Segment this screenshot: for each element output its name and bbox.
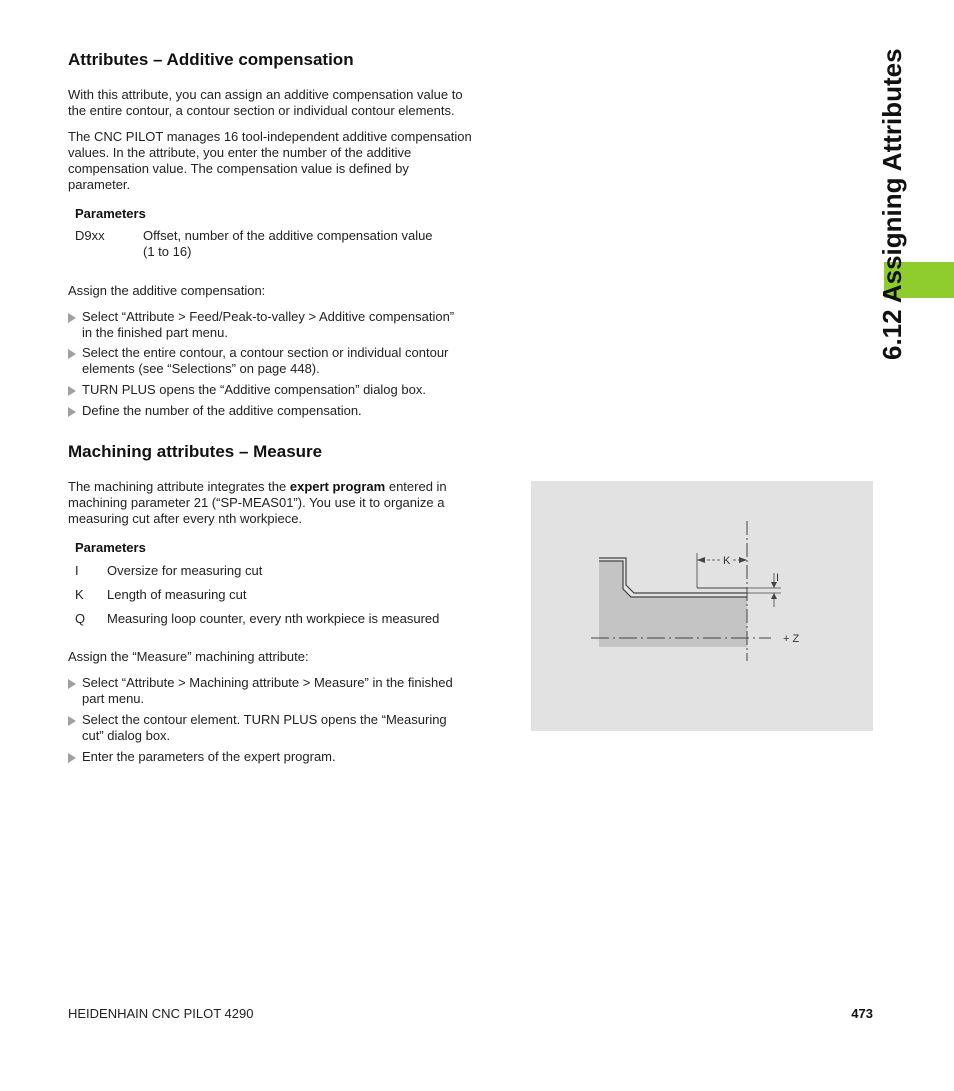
text-line: the entire contour, a contour section or individual contour elements. (68, 103, 455, 118)
parameter-row (75, 611, 515, 629)
text-line: in the finished part menu. (82, 325, 228, 340)
assign-intro: Assign the “Measure” machining attribute: (68, 649, 309, 664)
list-item-text: Define the number of the additive compensation. (82, 403, 362, 418)
parameter-description: Measuring loop counter, every nth workpiece is measured (107, 611, 440, 626)
list-item-text (82, 675, 453, 707)
parameter-key: Q (75, 611, 86, 626)
bullet-arrow-icon (68, 313, 76, 323)
bullet-arrow-icon (68, 407, 76, 417)
footer-product-name: HEIDENHAIN CNC PILOT 4290 (68, 1006, 254, 1021)
list-item (68, 749, 518, 767)
arrowhead-icon (771, 593, 777, 599)
paragraph (68, 479, 447, 527)
list-item-text (82, 345, 448, 377)
label-i: I (776, 572, 780, 584)
bullet-arrow-icon (68, 386, 76, 396)
list-item-text (82, 309, 454, 341)
arrowhead-icon (739, 557, 747, 563)
parameter-description (143, 228, 433, 260)
list-item (68, 403, 518, 421)
workpiece-shape (599, 561, 747, 647)
section-heading-measure: Machining attributes – Measure (68, 442, 323, 461)
text-line: The CNC PILOT manages 16 tool-independent additive compensation (68, 129, 472, 144)
text-line: compensation value. The compensation value is defined by (68, 161, 409, 176)
parameter-row (75, 563, 515, 581)
label-z-axis: + Z (783, 633, 800, 645)
section-heading-additive-compensation: Attributes – Additive compensation (68, 50, 354, 69)
text-fragment: entered in (385, 479, 447, 494)
parameter-row (75, 587, 515, 605)
list-item-text: Enter the parameters of the expert program. (82, 749, 336, 764)
text-fragment: The machining attribute integrates the (68, 479, 290, 494)
parameter-row (75, 228, 495, 262)
text-line: Select “Attribute > Feed/Peak-to-valley > Additive compensation” (82, 309, 455, 324)
list-item-text (82, 712, 447, 744)
paragraph (68, 129, 472, 193)
list-item (68, 712, 518, 746)
parameter-description: Length of measuring cut (107, 587, 247, 602)
page-number: 473 (851, 1006, 873, 1021)
text-line: Offset, number of the additive compensation value (143, 228, 433, 243)
text-line: values. In the attribute, you enter the number of the additive (68, 145, 412, 160)
text-line: cut” dialog box. (82, 728, 171, 743)
parameter-description: Oversize for measuring cut (107, 563, 263, 578)
emphasis-expert-program: expert program (289, 479, 386, 494)
text-line: With this attribute, you can assign an additive compensation value to (68, 87, 463, 102)
parameter-key: K (75, 587, 84, 602)
text-line: elements (see “Selections” on page 448). (82, 361, 320, 376)
parameter-key: I (75, 563, 79, 578)
text-line: measuring cut after every nth workpiece. (68, 511, 303, 526)
measuring-cut-diagram (531, 481, 873, 731)
bullet-arrow-icon (68, 679, 76, 689)
text-line: part menu. (82, 691, 145, 706)
assign-intro: Assign the additive compensation: (68, 283, 266, 298)
list-item (68, 345, 518, 379)
bullet-arrow-icon (68, 349, 76, 359)
list-item (68, 309, 518, 343)
list-item (68, 675, 518, 709)
list-item (68, 382, 518, 400)
text-line: (1 to 16) (143, 244, 192, 259)
text-line: Select the contour element. TURN PLUS opens the “Measuring (82, 712, 447, 727)
text-line: machining parameter 21 (“SP-MEAS01”). You use it to organize a (68, 495, 445, 510)
text-line: Select “Attribute > Machining attribute > Measure” in the finished (82, 675, 453, 690)
bullet-arrow-icon (68, 753, 76, 763)
text-line: parameter. (68, 177, 131, 192)
arrowhead-icon (697, 557, 705, 563)
bullet-arrow-icon (68, 716, 76, 726)
label-k: K (723, 555, 731, 567)
text-line: Select the entire contour, a contour section or individual contour (82, 345, 449, 360)
paragraph (68, 87, 463, 119)
parameter-key: D9xx (75, 228, 105, 243)
chapter-title: 6.12 Assigning Attributes (877, 48, 907, 360)
parameters-heading: Parameters (75, 206, 146, 221)
list-item-text: TURN PLUS opens the “Additive compensation” dialog box. (82, 382, 426, 397)
parameters-heading: Parameters (75, 540, 146, 555)
measuring-cut-figure (531, 481, 873, 731)
